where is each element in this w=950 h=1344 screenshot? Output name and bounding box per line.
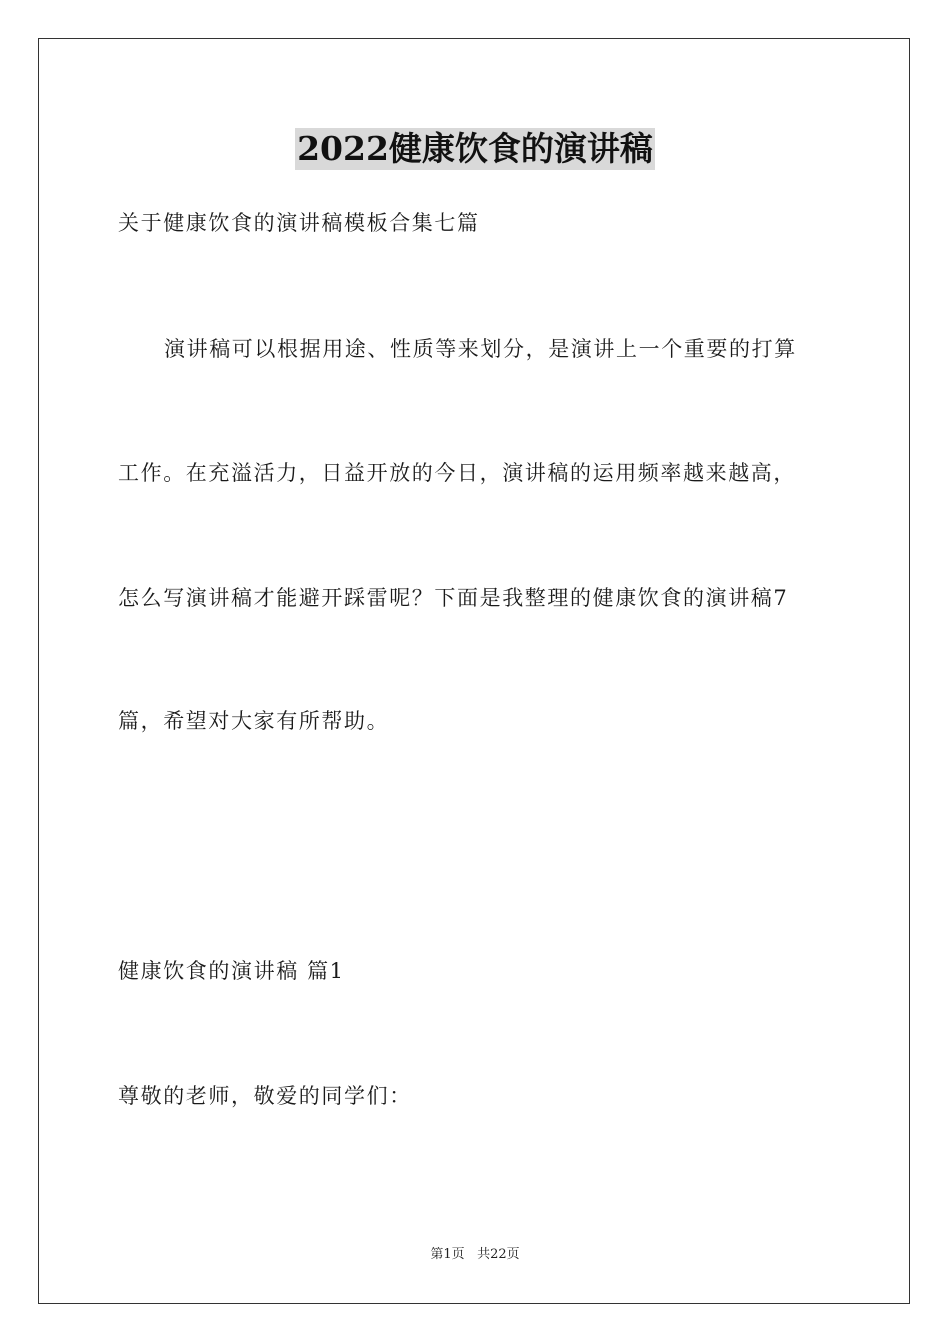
- title-container: [0, 128, 950, 170]
- page-total: 共22页: [477, 1247, 520, 1262]
- intro-line-4: 篇，希望对大家有所帮助。: [118, 709, 390, 733]
- page-number: 第1页: [430, 1247, 465, 1262]
- section-heading: 健康饮食的演讲稿 篇1: [118, 959, 345, 983]
- document-title: 2022健康饮食的演讲稿: [297, 129, 653, 168]
- intro-line-3: 怎么写演讲稿才能避开踩雷呢？下面是我整理的健康饮食的演讲稿7: [118, 586, 789, 610]
- greeting-line: 尊敬的老师，敬爱的同学们：: [118, 1084, 412, 1108]
- intro-line-2: 工作。在充溢活力，日益开放的今日，演讲稿的运用频率越来越高，: [118, 461, 796, 485]
- intro-line-1: 演讲稿可以根据用途、性质等来划分，是演讲上一个重要的打算: [164, 337, 797, 361]
- document-subtitle: 关于健康饮食的演讲稿模板合集七篇: [118, 211, 480, 235]
- page-footer: [0, 1246, 950, 1264]
